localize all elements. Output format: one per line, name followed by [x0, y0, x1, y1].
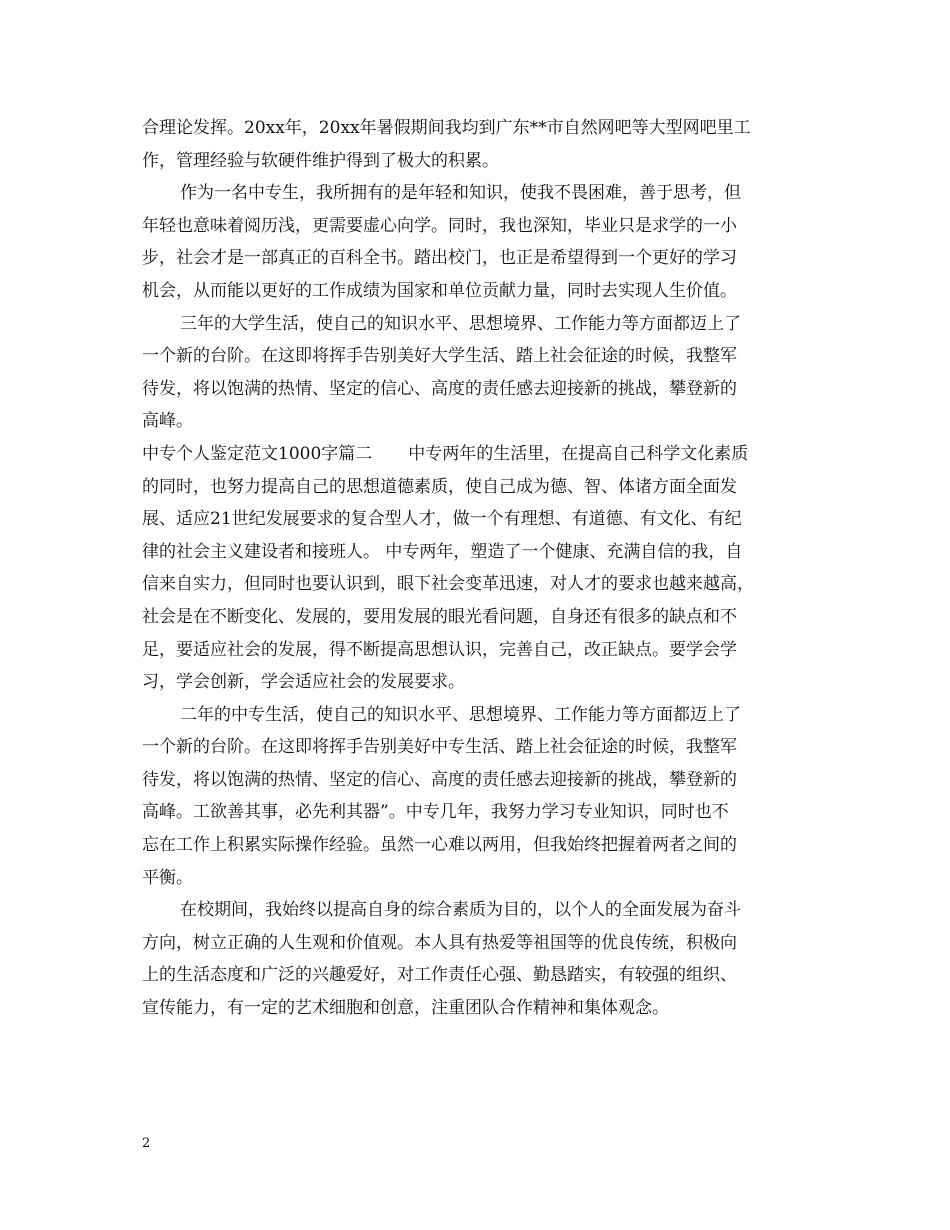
text-line: 作为一名中专生，我所拥有的是年轻和知识，使我不畏困难，善于思考，但	[180, 183, 741, 204]
text-line: 机会，从而能以更好的工作成绩为国家和单位贡献力量，同时去实现人生价值。	[142, 280, 737, 301]
text-line: 展、适应21世纪发展要求的复合型人才，做一个有理想、有道德、有文化、有纪	[142, 509, 742, 530]
text-line: 宣传能力，有一定的艺术细胞和创意，注重团队合作精神和集体观念。	[142, 998, 669, 1019]
text-line: 待发，将以饱满的热情、坚定的信心、高度的责任感去迎接新的挑战，攀登新的	[142, 378, 737, 399]
text-line: 信来自实力，但同时也要认识到，眼下社会变革迅速，对人才的要求也越来越高，	[142, 574, 754, 595]
text-line: 忘在工作上积累实际操作经验。虽然一心难以两用，但我始终把握着两者之间的	[142, 835, 737, 856]
text-line: 上的生活态度和广泛的兴趣爱好，对工作责任心强、勤恳踏实，有较强的组织、	[142, 965, 737, 986]
text-line: 社会是在不断变化、发展的，要用发展的眼光看问题，自身还有很多的缺点和不	[142, 606, 737, 627]
text-line: 二年的中专生活，使自己的知识水平、思想境界、工作能力等方面都迈上了	[180, 704, 741, 725]
text-line: 作，管理经验与软硬件维护得到了极大的积累。	[142, 150, 499, 171]
text-line: 习，学会创新，学会适应社会的发展要求。	[142, 672, 465, 693]
text-line: 高峰。工欲善其事，必先利其器”。中专几年，我努力学习专业知识，同时也不	[142, 802, 729, 823]
text-line: 合理论发挥。20xx年，20xx年暑假期间我均到广东**市自然网吧等大型网吧里工	[142, 118, 751, 138]
text-line: 三年的大学生活，使自己的知识水平、思想境界、工作能力等方面都迈上了	[180, 313, 741, 334]
page-number: 2	[142, 1136, 151, 1151]
text-line: 中专两年的生活里，在提高自己科学文化素质	[408, 443, 749, 464]
text-line: 一个新的台阶。在这即将挥手告别美好大学生活、踏上社会征途的时候，我整军	[142, 346, 737, 367]
text-line: 平衡。	[142, 867, 193, 888]
text-line: 年轻也意味着阅历浅，更需要虚心向学。同时，我也深知，毕业只是求学的一小	[142, 215, 737, 236]
text-line: 足，要适应社会的发展，得不断提高思想认识，完善自己，改正缺点。要学会学	[142, 639, 737, 660]
text-line: 的同时，也努力提高自己的思想道德素质，使自己成为德、智、体诸方面全面发	[142, 476, 737, 497]
text-line: 一个新的台阶。在这即将挥手告别美好中专生活、踏上社会征途的时候，我整军	[142, 737, 737, 758]
section-heading: 中专个人鉴定范文1000字篇二	[142, 443, 373, 464]
text-line: 律的社会主义建设者和接班人。 中专两年，塑造了一个健康、充满自信的我，自	[142, 541, 743, 562]
text-line: 方向，树立正确的人生观和价值观。本人具有热爱等祖国等的优良传统，积极向	[142, 932, 737, 953]
text-line: 步，社会才是一部真正的百科全书。踏出校门，也正是希望得到一个更好的学习	[142, 248, 737, 269]
section-heading-line	[142, 438, 810, 471]
text-line: 高峰。	[142, 411, 193, 432]
text-line: 待发，将以饱满的热情、坚定的信心、高度的责任感去迎接新的挑战，攀登新的	[142, 769, 737, 790]
text-line: 在校期间，我始终以提高自身的综合素质为目的，以个人的全面发展为奋斗	[180, 900, 741, 921]
document-body	[142, 112, 810, 1025]
